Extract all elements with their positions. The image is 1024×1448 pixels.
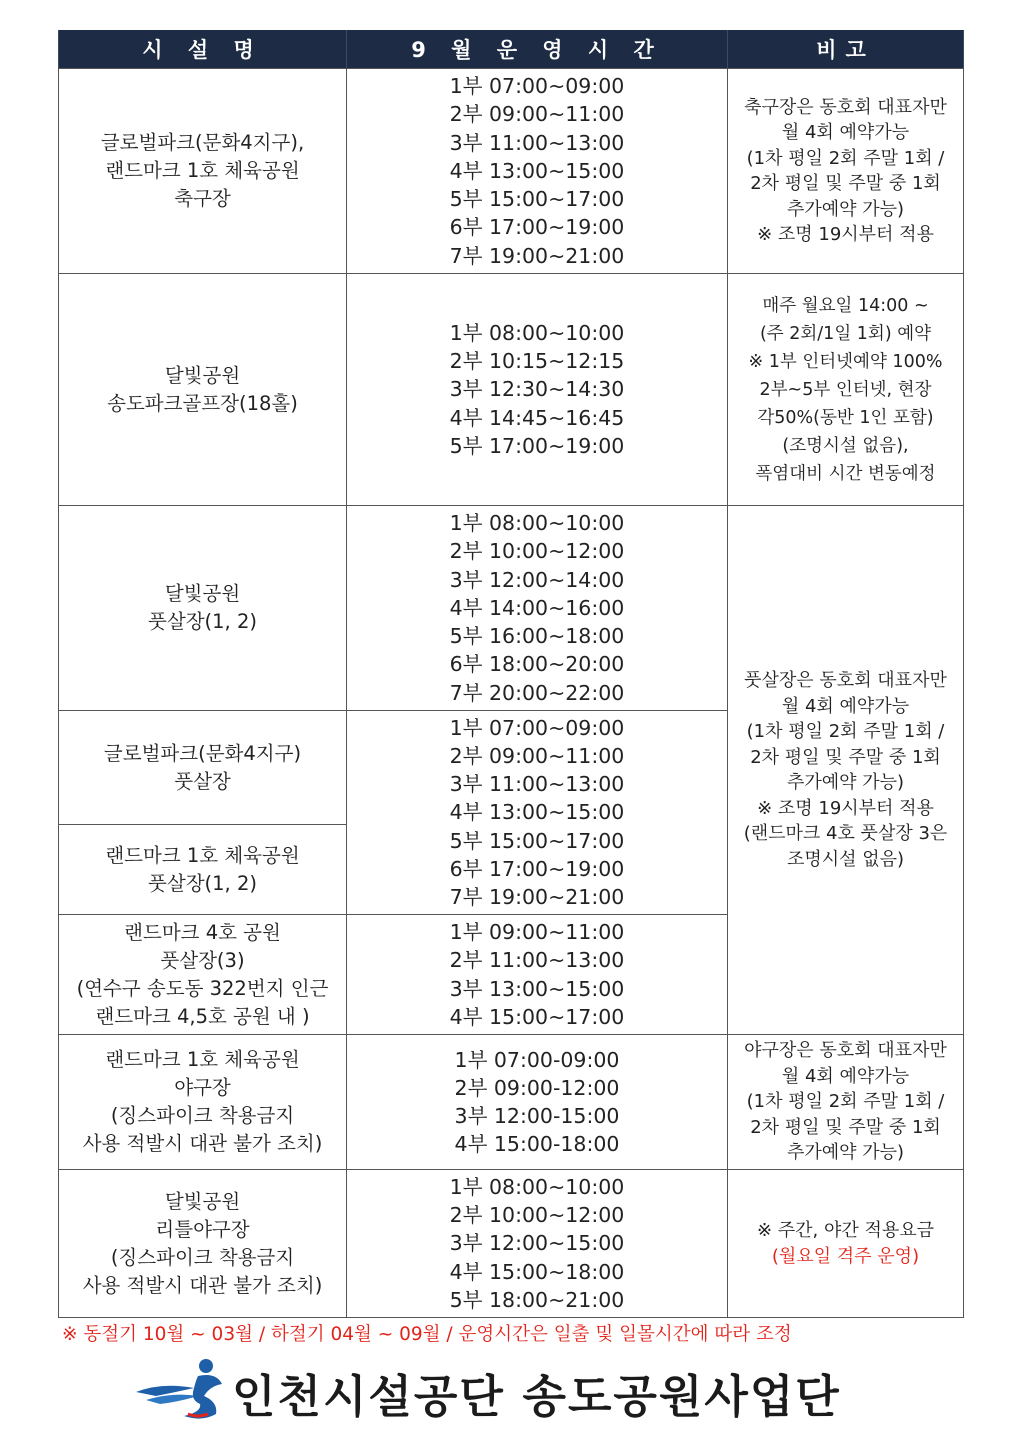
note-line: 야구장은 동호회 대표자만 <box>744 1040 947 1062</box>
header-remarks: 비고 <box>728 30 964 69</box>
time-slot: 1부 08:00~10:00 <box>449 511 625 536</box>
season-footnote: ※ 동절기 10월 ~ 03월 / 하절기 04월 ~ 09월 / 운영시간은 일출 및 일몰시간에 따라 조정 <box>62 1324 792 1345</box>
table-row <box>59 506 964 711</box>
facility-line: (연수구 송도동 322번지 인근 <box>76 976 329 1000</box>
note-line: ※ 1부 인터넷예약 100% <box>748 351 943 372</box>
note-line: 추가예약 가능) <box>786 1142 905 1164</box>
facility-line: 축구장 <box>174 187 231 210</box>
note-line: 폭염대비 시간 변동예정 <box>755 463 936 484</box>
time-cell <box>347 69 728 274</box>
facility-line: 랜드마크 1호 체육공원 <box>105 1048 300 1071</box>
note-cell <box>728 506 964 1035</box>
time-slot: 1부 07:00~09:00 <box>449 74 625 99</box>
schedule-table <box>58 30 964 1318</box>
facility-line: 야구장 <box>174 1076 231 1099</box>
time-slot: 3부 11:00~13:00 <box>449 772 625 797</box>
table-header-row <box>59 30 964 69</box>
facility-line: 사용 적발시 대관 불가 조치) <box>82 1132 323 1155</box>
note-line: 추가예약 가능) <box>786 772 905 793</box>
note-line-highlight: (월요일 격주 운영) <box>771 1245 920 1267</box>
facility-line: 풋살장(3) <box>160 948 245 972</box>
time-slot: 4부 15:00~17:00 <box>449 1004 625 1029</box>
facility-cell <box>59 711 347 825</box>
facility-cell <box>59 825 347 915</box>
note-line: 각50%(동반 1인 포함) <box>757 407 934 428</box>
facility-line: 글로벌파크(문화4지구) <box>103 741 302 765</box>
organization-name: 인천시설공단 송도공원사업단 <box>232 1370 841 1423</box>
facility-line: 랜드마크 4호 공원 <box>124 920 281 944</box>
time-slot: 5부 17:00~19:00 <box>449 433 625 458</box>
time-slot: 1부 08:00~10:00 <box>449 1174 625 1199</box>
table-row <box>59 1035 964 1170</box>
time-slot: 4부 14:45~16:45 <box>449 405 625 430</box>
facility-line: (징스파이크 착용금지 <box>110 1245 295 1269</box>
time-slot: 3부 13:00~15:00 <box>449 976 625 1001</box>
note-line: 월 4회 예약가능 <box>781 1065 910 1087</box>
facility-line: 랜드마크 4,5호 공원 내 ) <box>95 1004 310 1028</box>
note-line: (주 2회/1일 1회) 예약 <box>759 323 932 344</box>
time-cell <box>347 506 728 711</box>
time-slot: 3부 11:00~13:00 <box>449 130 625 155</box>
note-line: 조명시설 없음) <box>786 848 905 870</box>
time-slot: 4부 13:00~15:00 <box>449 158 625 183</box>
time-slot: 3부 12:00-15:00 <box>454 1104 620 1128</box>
header-facility: 시 설 명 <box>59 30 347 69</box>
time-slot: 1부 07:00~09:00 <box>449 715 625 740</box>
time-slot: 7부 19:00~21:00 <box>449 885 625 909</box>
note-line: (1차 평일 2회 주말 1회 / <box>746 721 945 742</box>
note-line: 월 4회 예약가능 <box>781 695 910 717</box>
note-line: (조명시설 없음), <box>782 435 909 456</box>
note-line: 매주 월요일 14:00 ~ <box>762 295 929 316</box>
facility-line: 랜드마크 1호 체육공원 <box>105 843 300 867</box>
facility-line: 랜드마크 1호 체육공원 <box>105 159 300 182</box>
time-slot: 7부 19:00~21:00 <box>449 243 625 268</box>
facility-line: 리틀야구장 <box>155 1217 250 1241</box>
time-slot: 3부 12:30~14:30 <box>449 377 625 402</box>
time-slot: 5부 18:00~21:00 <box>449 1287 625 1312</box>
time-slot: 2부 09:00~11:00 <box>449 743 625 768</box>
table-row <box>59 274 964 506</box>
time-slot: 1부 08:00~10:00 <box>449 320 625 345</box>
facility-line: 풋살장(1, 2) <box>148 871 257 895</box>
facility-line: 송도파크골프장(18홀) <box>107 391 298 415</box>
facility-cell <box>59 69 347 274</box>
facility-cell <box>59 274 347 506</box>
note-line: ※ 조명 19시부터 적용 <box>757 797 934 819</box>
time-slot: 2부 09:00-12:00 <box>454 1075 620 1100</box>
organization-brand <box>132 1356 912 1426</box>
time-slot: 4부 13:00~15:00 <box>449 800 625 825</box>
table-row <box>59 69 964 274</box>
time-slot: 1부 07:00-09:00 <box>454 1047 620 1072</box>
time-slot: 6부 17:00~19:00 <box>449 856 625 881</box>
schedule-document <box>58 30 963 1318</box>
time-cell <box>347 274 728 506</box>
header-operating-hours: 9 월 운 영 시 간 <box>347 30 728 69</box>
time-slot: 2부 11:00~13:00 <box>449 948 625 973</box>
table-row <box>59 1170 964 1318</box>
facility-line: 풋살장(1, 2) <box>148 610 257 633</box>
note-line: 풋살장은 동호회 대표자만 <box>744 670 947 691</box>
note-cell <box>728 1170 964 1318</box>
facility-cell <box>59 915 347 1035</box>
note-line: 2차 평일 및 주말 중 1회 <box>750 1116 941 1138</box>
facility-line: (징스파이크 착용금지 <box>110 1104 295 1127</box>
facility-cell <box>59 1035 347 1170</box>
facility-line: 달빛공원 <box>164 363 241 387</box>
time-cell <box>347 711 728 915</box>
time-slot: 2부 10:15~12:15 <box>449 349 625 374</box>
facility-line: 달빛공원 <box>164 582 241 605</box>
time-slot: 5부 15:00~17:00 <box>449 187 625 212</box>
facility-line: 사용 적발시 대관 불가 조치) <box>82 1273 323 1297</box>
time-slot: 2부 09:00~11:00 <box>449 102 625 127</box>
runner-logo-icon <box>132 1356 242 1422</box>
time-slot: 7부 20:00~22:00 <box>449 680 625 705</box>
time-slot: 3부 12:00~14:00 <box>449 567 625 592</box>
time-cell <box>347 1035 728 1170</box>
note-line: 2차 평일 및 주말 중 1회 <box>750 173 941 194</box>
time-slot: 2부 10:00~12:00 <box>449 1203 625 1228</box>
time-slot: 5부 15:00~17:00 <box>449 828 625 853</box>
facility-cell <box>59 1170 347 1318</box>
note-line: ※ 주간, 야간 적용요금 <box>756 1220 935 1241</box>
time-slot: 3부 12:00~15:00 <box>449 1231 625 1256</box>
note-line: 추가예약 가능) <box>786 198 905 220</box>
time-slot: 4부 15:00-18:00 <box>454 1132 620 1157</box>
note-line: 축구장은 동호회 대표자만 <box>744 96 947 118</box>
time-slot: 5부 16:00~18:00 <box>449 624 625 649</box>
time-slot: 2부 10:00~12:00 <box>449 539 625 564</box>
time-cell <box>347 1170 728 1318</box>
note-line: (1차 평일 2회 주말 1회 / <box>746 1091 945 1113</box>
note-line: 2차 평일 및 주말 중 1회 <box>750 746 941 768</box>
note-line: (1차 평일 2회 주말 1회 / <box>746 147 945 169</box>
time-slot: 1부 09:00~11:00 <box>449 920 625 945</box>
time-slot: 4부 15:00~18:00 <box>449 1259 625 1284</box>
facility-line: 풋살장 <box>174 769 231 793</box>
time-slot: 6부 18:00~20:00 <box>449 652 625 677</box>
note-line: 2부~5부 인터넷, 현장 <box>759 379 932 400</box>
note-line: 월 4회 예약가능 <box>781 122 910 143</box>
facility-cell <box>59 506 347 711</box>
note-line: (랜드마크 4호 풋살장 3은 <box>743 823 948 844</box>
note-cell <box>728 69 964 274</box>
facility-line: 글로벌파크(문화4지구), <box>100 131 305 154</box>
note-line: ※ 조명 19시부터 적용 <box>757 224 934 245</box>
note-cell <box>728 1035 964 1170</box>
note-cell <box>728 274 964 506</box>
facility-line: 달빛공원 <box>164 1189 241 1213</box>
time-slot: 6부 17:00~19:00 <box>449 215 625 240</box>
time-slot: 4부 14:00~16:00 <box>449 595 625 620</box>
time-cell <box>347 915 728 1035</box>
